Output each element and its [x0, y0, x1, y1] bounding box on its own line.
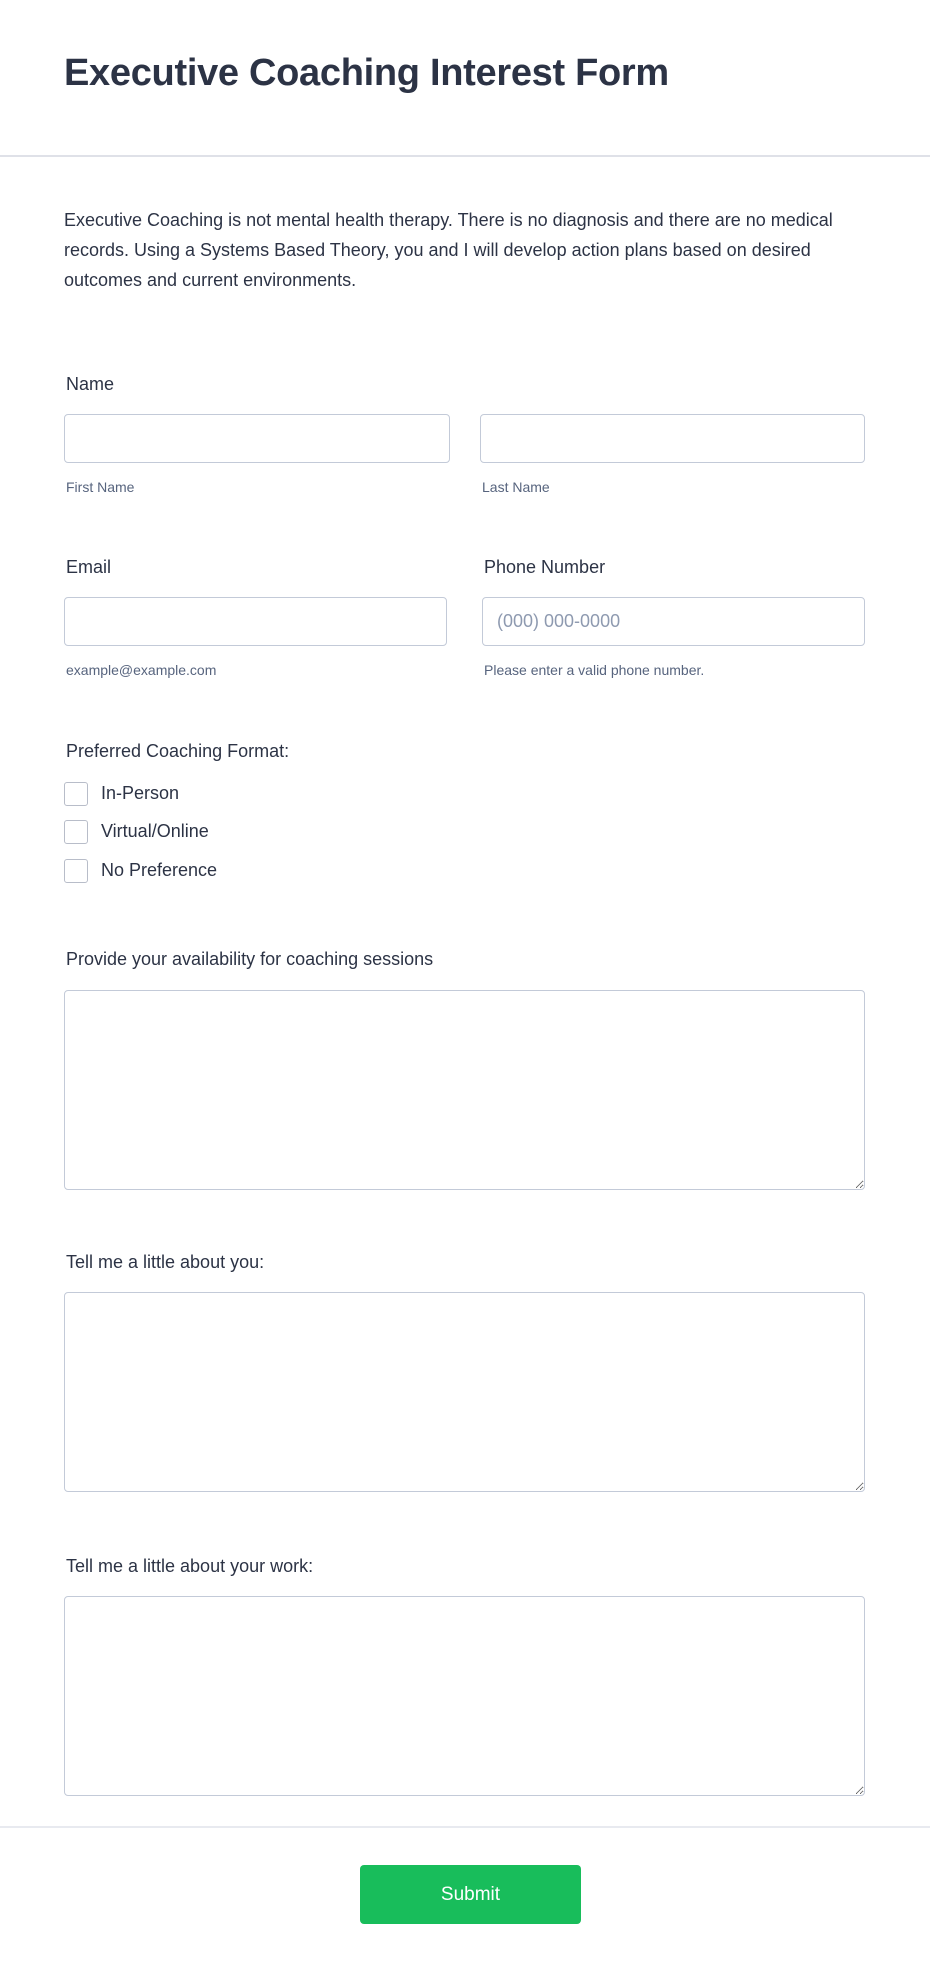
checkbox-label-no-preference[interactable]: No Preference [101, 860, 218, 880]
last-name-sublabel: Last Name [482, 479, 550, 495]
submit-button[interactable]: Submit [360, 1865, 581, 1924]
phone-label: Phone Number [484, 557, 606, 577]
checkbox-virtual-online[interactable] [64, 820, 88, 844]
footer-divider [0, 1826, 930, 1828]
checkbox-in-person[interactable] [64, 782, 88, 806]
email-input[interactable] [64, 597, 447, 646]
about-work-textarea[interactable] [64, 1596, 865, 1796]
email-label: Email [66, 557, 112, 577]
form-description: Executive Coaching is not mental health therapy. There is no diagnosis and there are no medical records. Using a Systems Based Theory, you and I will develop action plans based on desired outcomes and current environments. [64, 210, 833, 290]
availability-label: Provide your availability for coaching sessions [66, 949, 434, 969]
last-name-input[interactable] [480, 414, 865, 463]
availability-textarea[interactable] [64, 990, 865, 1190]
phone-input[interactable] [482, 597, 865, 646]
header-divider [0, 155, 930, 157]
first-name-sublabel: First Name [66, 479, 135, 495]
phone-sublabel: Please enter a valid phone number. [484, 662, 705, 678]
about-work-label: Tell me a little about your work: [66, 1556, 314, 1576]
form-title: Executive Coaching Interest Form [64, 52, 669, 94]
name-label: Name [66, 374, 115, 394]
format-label: Preferred Coaching Format: [66, 741, 290, 761]
checkbox-label-virtual-online[interactable]: Virtual/Online [101, 821, 209, 841]
email-sublabel: example@example.com [66, 662, 217, 678]
about-you-label: Tell me a little about you: [66, 1252, 265, 1272]
about-you-textarea[interactable] [64, 1292, 865, 1492]
checkbox-label-in-person[interactable]: In-Person [101, 783, 180, 803]
first-name-input[interactable] [64, 414, 450, 463]
checkbox-no-preference[interactable] [64, 859, 88, 883]
